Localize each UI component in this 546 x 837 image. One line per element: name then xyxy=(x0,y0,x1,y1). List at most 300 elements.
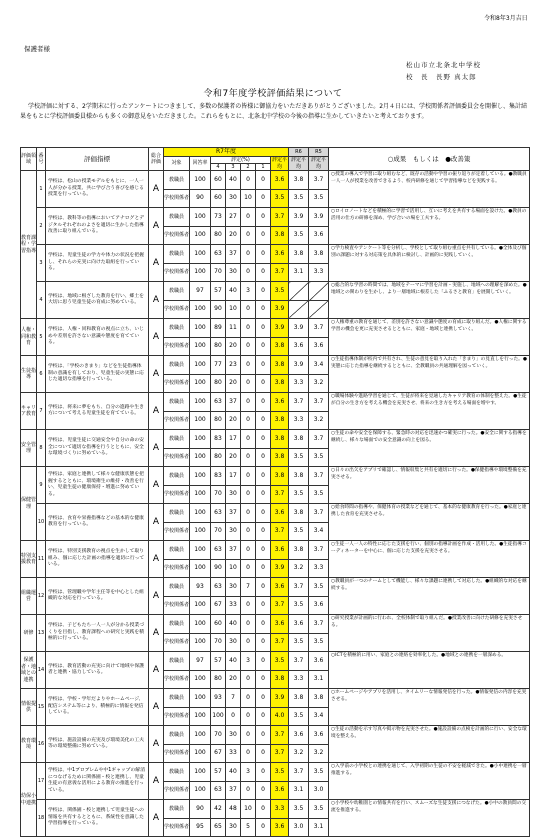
response-rate: 100 xyxy=(190,226,211,245)
r5-average: 3.8 xyxy=(309,689,329,708)
r6-average: 3.8 xyxy=(289,541,309,560)
r6-average: 3.9 xyxy=(289,356,309,375)
score-3-percent: 40 xyxy=(226,763,241,782)
evaluation-table-container xyxy=(20,147,530,837)
target-label: 教職員 xyxy=(164,726,190,745)
target-label: 教職員 xyxy=(164,504,190,523)
table-row xyxy=(21,356,530,375)
target-label: 学校関係者 xyxy=(164,411,190,430)
table-row xyxy=(21,430,530,449)
indicator-text: 学校は、家庭と連携して様々な健康状態を把握するとともに、環境衛生の維持・改善を行い、児童生徒の健康保持・増進に努めている。 xyxy=(46,467,149,504)
score-2-percent: 0 xyxy=(241,615,256,634)
score-2-percent: 0 xyxy=(241,781,256,800)
score-4-percent: 63 xyxy=(211,245,226,264)
header-grade: 総合評価 xyxy=(149,148,164,171)
r5-average: 3.7 xyxy=(309,430,329,449)
score-1-percent: 0 xyxy=(256,485,271,504)
rating-average: 3.7 xyxy=(271,522,289,541)
item-number: 11 xyxy=(37,541,46,578)
score-3-percent: 20 xyxy=(226,337,241,356)
rating-average: 3.6 xyxy=(271,541,289,560)
score-2-percent: 0 xyxy=(241,300,256,319)
indicator-text: 学校は、管理職や学年主任等を中心とした組織的な対応を行っている。 xyxy=(46,578,149,615)
area-cell: 研修 xyxy=(21,615,37,652)
outcome-comment: ○総合的な学習の時間では、地域をテーマに学習を計画・実施し、地域への理解を深めた。●地域との関わりを生かし、より一層地域に根差した「ふるさと教育」を展開していく。 xyxy=(329,282,530,319)
r6-average: 3.5 xyxy=(289,226,309,245)
score-4-percent: 70 xyxy=(211,726,226,745)
score-3-percent: 48 xyxy=(226,800,241,819)
score-4-percent: 57 xyxy=(211,652,226,671)
score-1-percent: 0 xyxy=(256,652,271,671)
response-rate: 100 xyxy=(190,337,211,356)
score-1-percent: 0 xyxy=(256,596,271,615)
r5-average: 3.7 xyxy=(309,541,329,560)
header-r5: R5 xyxy=(309,148,329,157)
overall-grade: A xyxy=(149,171,164,208)
r5-average: 3.6 xyxy=(309,596,329,615)
indicator-text: 学校は、教育活動の充実に向けて地域や保護者と連携・協力している。 xyxy=(46,652,149,689)
rating-average: 4.0 xyxy=(271,707,289,726)
score-3-percent: 37 xyxy=(226,541,241,560)
score-3-percent: 40 xyxy=(226,652,241,671)
r6-average: 3.7 xyxy=(289,652,309,671)
score-1-percent: 0 xyxy=(256,282,271,301)
indicator-text: 学校は、児童生徒に交通安全や自分の命の安全について適切な指導を行うとともに、安全な環境づくりに努めている。 xyxy=(46,430,149,467)
area-cell: 人権・同和教育 xyxy=(21,319,37,356)
r5-average: 3.4 xyxy=(309,522,329,541)
table-row xyxy=(21,578,530,597)
score-4-percent: 80 xyxy=(211,337,226,356)
score-2-percent: 0 xyxy=(241,522,256,541)
score-3-percent: 30 xyxy=(226,263,241,282)
item-number: 3 xyxy=(37,245,46,282)
r5-average: 3.5 xyxy=(309,485,329,504)
r6-average: 3.5 xyxy=(289,522,309,541)
score-4-percent: 70 xyxy=(211,263,226,282)
score-2-percent: 0 xyxy=(241,633,256,652)
score-4-percent: 70 xyxy=(211,485,226,504)
r6-average: 3.1 xyxy=(289,263,309,282)
score-3-percent: 37 xyxy=(226,245,241,264)
rating-average: 3.6 xyxy=(271,504,289,523)
rating-average: 3.8 xyxy=(271,467,289,486)
r6-average: 3.5 xyxy=(289,485,309,504)
r6-average: 3.5 xyxy=(289,448,309,467)
outcome-comment: ○入学前の小学校との連携を通じて、入学初期の生徒の不安を軽減できた。●小中連携を一層推進する。 xyxy=(329,763,530,800)
rating-average: 3.6 xyxy=(271,171,289,190)
target-label: 学校関係者 xyxy=(164,189,190,208)
score-2-percent: 0 xyxy=(241,171,256,190)
score-2-percent: 0 xyxy=(241,670,256,689)
score-3-percent: 20 xyxy=(226,411,241,430)
rating-average: 3.6 xyxy=(271,818,289,837)
score-2-percent: 0 xyxy=(241,319,256,338)
response-rate: 100 xyxy=(190,467,211,486)
target-label: 教職員 xyxy=(164,282,190,301)
score-1-percent: 0 xyxy=(256,689,271,708)
score-1-percent: 0 xyxy=(256,800,271,819)
r6-average xyxy=(289,300,309,319)
header-average: 評定平均 xyxy=(271,157,287,170)
score-1-percent: 0 xyxy=(256,467,271,486)
area-cell: 教育環境 xyxy=(21,726,37,763)
score-3-percent: 40 xyxy=(226,615,241,634)
header-rating-label: 評定(%) xyxy=(211,157,270,164)
response-rate: 100 xyxy=(190,319,211,338)
score-3-percent: 33 xyxy=(226,744,241,763)
response-rate: 100 xyxy=(190,726,211,745)
score-3-percent: 20 xyxy=(226,374,241,393)
r6-average: 3.5 xyxy=(289,596,309,615)
header-r7: R7年度 xyxy=(164,148,289,157)
response-rate: 100 xyxy=(190,763,211,782)
rating-average: 3.9 xyxy=(271,300,289,319)
score-3-percent: 23 xyxy=(226,356,241,375)
rating-average: 3.9 xyxy=(271,319,289,338)
r5-average: 3.3 xyxy=(309,559,329,578)
rating-average: 3.9 xyxy=(271,689,289,708)
score-3-percent: 30 xyxy=(226,726,241,745)
r5-average: 3.7 xyxy=(309,393,329,412)
score-4-percent: 77 xyxy=(211,356,226,375)
score-2-percent: 0 xyxy=(241,504,256,523)
response-rate: 100 xyxy=(190,670,211,689)
target-label: 学校関係者 xyxy=(164,781,190,800)
area-cell: 教育課程・学習指導 xyxy=(21,171,37,319)
score-4-percent: 60 xyxy=(211,189,226,208)
r5-average: 3.1 xyxy=(309,670,329,689)
intro-paragraph: 学校評価に対する、2学期末に行ったアンケートにつきまして、多数の保護者の皆様に御協力をいただきありがとうございました。2月４日には、学校関係者評価委員会を開催し、集計結果をもとに学校評価委員様からも多くの御意見をいただきました。これらをもとに、北条北中学校の今後の指導に生かしていきたいと考えております。 xyxy=(20,103,528,120)
score-1-percent: 0 xyxy=(256,374,271,393)
response-rate: 100 xyxy=(190,541,211,560)
response-rate: 95 xyxy=(190,818,211,837)
r5-average: 3.7 xyxy=(309,319,329,338)
header-r5-average: 評定平均 xyxy=(309,157,329,171)
r6-average: 3.2 xyxy=(289,744,309,763)
area-cell: 組織運営 xyxy=(21,578,37,615)
target-label: 教職員 xyxy=(164,171,190,190)
rating-average: 3.3 xyxy=(271,800,289,819)
rating-average: 3.7 xyxy=(271,208,289,227)
score-3-percent: 30 xyxy=(226,522,241,541)
target-label: 教職員 xyxy=(164,689,190,708)
target-label: 学校関係者 xyxy=(164,633,190,652)
target-label: 学校関係者 xyxy=(164,670,190,689)
header-score-1: 1 xyxy=(261,163,265,170)
score-3-percent: 10 xyxy=(226,559,241,578)
rating-average: 3.7 xyxy=(271,263,289,282)
response-rate: 100 xyxy=(190,171,211,190)
overall-grade: A xyxy=(149,430,164,467)
response-rate: 100 xyxy=(190,504,211,523)
target-label: 教職員 xyxy=(164,467,190,486)
score-2-percent: 0 xyxy=(241,226,256,245)
area-cell: 幼保小中連携 xyxy=(21,763,37,837)
score-2-percent: 0 xyxy=(241,337,256,356)
item-number: 10 xyxy=(37,504,46,541)
r6-average: 3.5 xyxy=(289,189,309,208)
target-label: 教職員 xyxy=(164,245,190,264)
header-r6: R6 xyxy=(289,148,309,157)
page-title: 令和7年度学校評価結果について xyxy=(203,89,343,99)
item-number: 5 xyxy=(37,319,46,356)
area-cell: 安全管理 xyxy=(21,430,37,467)
score-3-percent: 37 xyxy=(226,781,241,800)
target-label: 教職員 xyxy=(164,208,190,227)
header-r6-average: 評定平均 xyxy=(289,157,309,171)
item-number: 14 xyxy=(37,652,46,689)
score-4-percent: 60 xyxy=(211,615,226,634)
r5-average: 3.4 xyxy=(309,707,329,726)
response-rate: 100 xyxy=(190,781,211,800)
score-3-percent: 27 xyxy=(226,208,241,227)
score-1-percent: 0 xyxy=(256,633,271,652)
target-label: 教職員 xyxy=(164,430,190,449)
score-4-percent: 70 xyxy=(211,633,226,652)
score-3-percent: 17 xyxy=(226,430,241,449)
header-target: 対象 xyxy=(164,157,190,171)
score-1-percent: 0 xyxy=(256,226,271,245)
indicator-text: 学校は、教科等の指導においてアナログとデジタルそれぞれのよさを適切に生かした指導改善に取り組んでいる。 xyxy=(46,208,149,245)
target-label: 学校関係者 xyxy=(164,522,190,541)
header-score-4: 4 xyxy=(211,164,226,171)
score-3-percent: 20 xyxy=(226,226,241,245)
score-4-percent: 63 xyxy=(211,504,226,523)
score-2-percent: 0 xyxy=(241,374,256,393)
response-rate: 93 xyxy=(190,578,211,597)
r6-average: 3.6 xyxy=(289,726,309,745)
score-4-percent: 60 xyxy=(211,171,226,190)
rating-average: 3.5 xyxy=(271,652,289,671)
table-row xyxy=(21,171,530,190)
score-2-percent: 0 xyxy=(241,596,256,615)
rating-average: 3.6 xyxy=(271,781,289,800)
outcome-comment: ○日々の出欠をアプリで確認し、情報収集と共有を適切に行った。●保健指導や環境整備を充実させる。 xyxy=(329,467,530,504)
outcome-comment: ○給食時間の指導や、保健体育の授業などを通じて、基本的な健康教育を行った。●家庭と連携した食育を充実させる。 xyxy=(329,504,530,541)
score-2-percent: 3 xyxy=(241,652,256,671)
r5-average: 3.0 xyxy=(309,781,329,800)
score-2-percent: 0 xyxy=(241,707,256,726)
item-number: 8 xyxy=(37,430,46,467)
r6-average: 3.5 xyxy=(289,633,309,652)
response-rate: 100 xyxy=(190,448,211,467)
r5-average: 3.7 xyxy=(309,615,329,634)
indicator-text: 学校は、子どもたち一人一人が分かる授業づくりを目指し、教育課程への研究と実践を積極的に行っている。 xyxy=(46,615,149,652)
response-rate: 100 xyxy=(190,707,211,726)
target-label: 学校関係者 xyxy=(164,818,190,837)
score-4-percent: 73 xyxy=(211,208,226,227)
table-row xyxy=(21,689,530,708)
response-rate: 100 xyxy=(190,263,211,282)
target-label: 学校関係者 xyxy=(164,374,190,393)
item-number: 15 xyxy=(37,689,46,726)
response-rate: 100 xyxy=(190,245,211,264)
table-row xyxy=(21,615,530,634)
overall-grade: A xyxy=(149,319,164,356)
rating-average: 3.7 xyxy=(271,485,289,504)
response-rate: 100 xyxy=(190,744,211,763)
rating-average: 3.8 xyxy=(271,430,289,449)
score-2-percent: 3 xyxy=(241,282,256,301)
score-3-percent: 11 xyxy=(226,319,241,338)
rating-average: 3.8 xyxy=(271,374,289,393)
rating-average: 3.7 xyxy=(271,596,289,615)
item-number: 2 xyxy=(37,208,46,245)
score-1-percent: 0 xyxy=(256,208,271,227)
overall-grade: A xyxy=(149,763,164,800)
area-cell: キャリア教育 xyxy=(21,393,37,430)
score-3-percent: 10 xyxy=(226,300,241,319)
r6-average: 3.0 xyxy=(289,818,309,837)
rating-average: 3.8 xyxy=(271,226,289,245)
target-label: 学校関係者 xyxy=(164,744,190,763)
score-4-percent: 93 xyxy=(211,689,226,708)
r6-average: 3.7 xyxy=(289,393,309,412)
rating-average: 3.5 xyxy=(271,189,289,208)
outcome-comment: ○授業の導入で学習に取り組むなど、既存の活動や学習の振り返りが定着している。●教職員一人一人が授業を改善できるよう、校内研修を通じて学習指導などを実践する。 xyxy=(329,171,530,208)
r6-average: 3.1 xyxy=(289,781,309,800)
score-1-percent: 0 xyxy=(256,448,271,467)
score-4-percent: 90 xyxy=(211,300,226,319)
r6-average: 3.6 xyxy=(289,615,309,634)
score-3-percent: 40 xyxy=(226,171,241,190)
area-cell: 保健管理 xyxy=(21,467,37,541)
score-2-percent: 0 xyxy=(241,263,256,282)
r5-average: 3.7 xyxy=(309,467,329,486)
overall-grade: A xyxy=(149,467,164,504)
area-cell: 生徒指導 xyxy=(21,356,37,393)
r6-average: 3.5 xyxy=(289,707,309,726)
target-label: 教職員 xyxy=(164,615,190,634)
response-rate: 100 xyxy=(190,411,211,430)
score-1-percent: 0 xyxy=(256,541,271,560)
score-2-percent: 0 xyxy=(241,689,256,708)
rating-average: 3.5 xyxy=(271,763,289,782)
score-4-percent: 57 xyxy=(211,282,226,301)
response-rate: 100 xyxy=(190,522,211,541)
score-3-percent: 30 xyxy=(226,633,241,652)
item-number: 16 xyxy=(37,726,46,763)
score-4-percent: 80 xyxy=(211,448,226,467)
table-row xyxy=(21,652,530,671)
r5-average: 3.5 xyxy=(309,578,329,597)
evaluation-table xyxy=(20,147,530,837)
r6-average: 3.3 xyxy=(289,670,309,689)
score-1-percent: 0 xyxy=(256,356,271,375)
target-label: 教職員 xyxy=(164,541,190,560)
response-rate: 97 xyxy=(190,652,211,671)
r5-average: 3.5 xyxy=(309,448,329,467)
r5-average: 3.5 xyxy=(309,800,329,819)
overall-grade: A xyxy=(149,726,164,763)
score-1-percent: 0 xyxy=(256,522,271,541)
score-4-percent: 100 xyxy=(211,707,226,726)
header-indicator: 評価指標 xyxy=(46,148,149,171)
score-1-percent: 0 xyxy=(256,763,271,782)
score-2-percent: 0 xyxy=(241,411,256,430)
response-rate: 100 xyxy=(190,633,211,652)
overall-grade: A xyxy=(149,689,164,726)
score-4-percent: 80 xyxy=(211,411,226,430)
score-3-percent: 0 xyxy=(226,707,241,726)
r6-average: 3.8 xyxy=(289,171,309,190)
item-number: 9 xyxy=(37,467,46,504)
score-3-percent: 7 xyxy=(226,689,241,708)
score-2-percent: 0 xyxy=(241,744,256,763)
rating-average: 3.7 xyxy=(271,726,289,745)
area-cell: 情報提供 xyxy=(21,689,37,726)
score-4-percent: 83 xyxy=(211,430,226,449)
r5-average: 3.8 xyxy=(309,245,329,264)
rating-average: 3.5 xyxy=(271,282,289,301)
response-rate: 100 xyxy=(190,356,211,375)
response-rate: 100 xyxy=(190,596,211,615)
score-2-percent: 0 xyxy=(241,430,256,449)
r5-average: 3.5 xyxy=(309,763,329,782)
table-row xyxy=(21,726,530,745)
r5-average: 3.9 xyxy=(309,208,329,227)
header-score-3: 3 xyxy=(226,164,241,171)
rating-average: 3.8 xyxy=(271,337,289,356)
r5-average: 3.5 xyxy=(309,633,329,652)
score-4-percent: 63 xyxy=(211,541,226,560)
score-2-percent: 10 xyxy=(241,800,256,819)
score-4-percent: 63 xyxy=(211,578,226,597)
target-label: 学校関係者 xyxy=(164,226,190,245)
overall-grade: A xyxy=(149,245,164,282)
score-3-percent: 20 xyxy=(226,670,241,689)
score-2-percent: 0 xyxy=(241,208,256,227)
r5-average: 3.2 xyxy=(309,411,329,430)
r5-average: 3.2 xyxy=(309,374,329,393)
r5-average: 3.7 xyxy=(309,171,329,190)
score-4-percent: 63 xyxy=(211,393,226,412)
target-label: 教職員 xyxy=(164,763,190,782)
r6-average: 3.2 xyxy=(289,559,309,578)
document-date: 令和8年3月吉日 xyxy=(484,15,528,22)
rating-average: 3.6 xyxy=(271,578,289,597)
table-row xyxy=(21,541,530,560)
score-4-percent: 90 xyxy=(211,559,226,578)
header-rating xyxy=(211,157,271,171)
score-3-percent: 30 xyxy=(226,189,241,208)
r5-average: 3.4 xyxy=(309,356,329,375)
score-1-percent: 0 xyxy=(256,411,271,430)
score-1-percent: 0 xyxy=(256,319,271,338)
outcome-comment: ○ホームページやアプリを活用し、タイムリーな情報発信を行った。●情報発信の内容を充実させる。 xyxy=(329,689,530,726)
area-cell: 保護者・地域との連携 xyxy=(21,652,37,689)
area-cell: 特別支援教育 xyxy=(21,541,37,578)
score-4-percent: 67 xyxy=(211,744,226,763)
target-label: 教職員 xyxy=(164,578,190,597)
response-rate: 100 xyxy=(190,300,211,319)
score-2-percent: 0 xyxy=(241,559,256,578)
table-row xyxy=(21,763,530,782)
rating-average: 3.8 xyxy=(271,448,289,467)
r5-average: 3.6 xyxy=(309,652,329,671)
r6-average: 3.7 xyxy=(289,763,309,782)
overall-grade: A xyxy=(149,208,164,245)
indicator-text: 学校は、特別支援教育の視点を生かして取り組み、個に応じた計画の指導を適切に行っている。 xyxy=(46,541,149,578)
score-4-percent: 80 xyxy=(211,374,226,393)
r6-average: 3.8 xyxy=(289,245,309,264)
score-2-percent: 0 xyxy=(241,485,256,504)
response-rate: 90 xyxy=(190,189,211,208)
r6-average: 3.8 xyxy=(289,467,309,486)
score-2-percent: 0 xyxy=(241,393,256,412)
overall-grade: A xyxy=(149,541,164,578)
r6-average xyxy=(289,282,309,301)
